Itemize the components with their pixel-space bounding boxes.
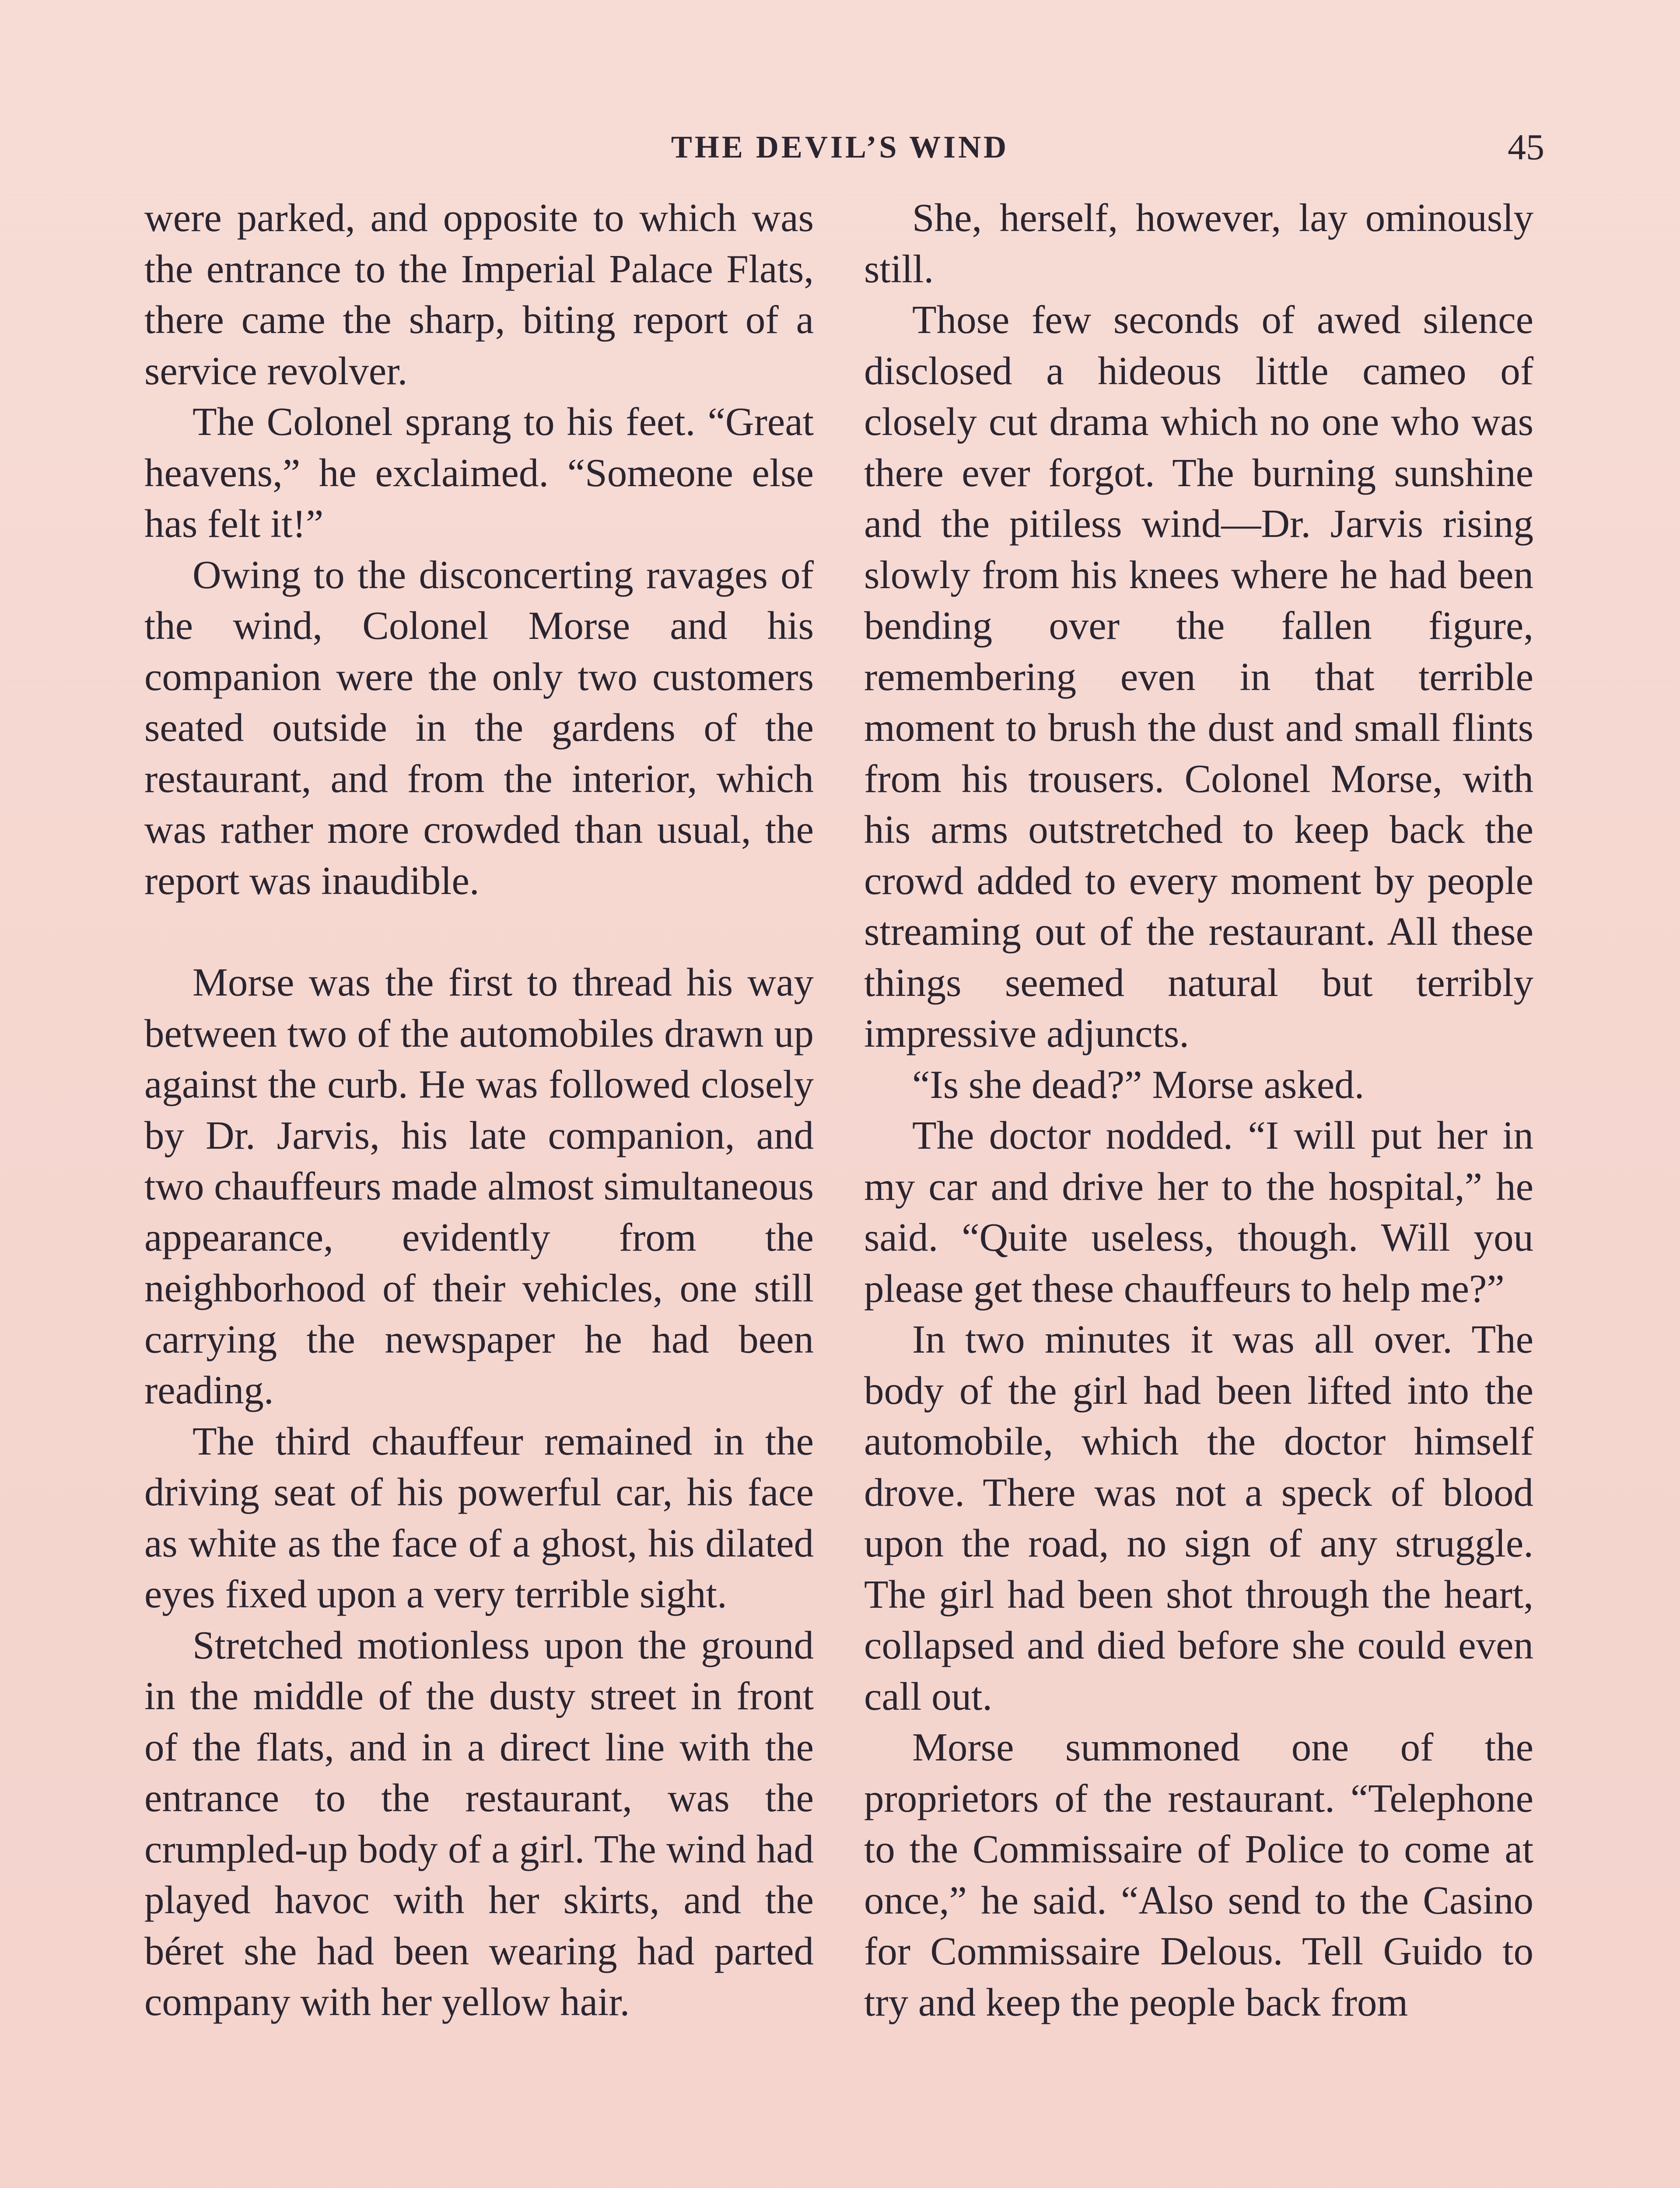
paragraph: Morse was the first to thread his way between two of the automobiles drawn up against the curb. He was followed closely by Dr. Jarvis, his late companion, and two chauffeurs made almost simultaneous appearance, evidently from the neighborhood of their vehicles, one still carrying the newspaper he had been reading.: [144, 960, 814, 1412]
paragraph: “Is she dead?” Morse asked.: [912, 1062, 1365, 1107]
paragraph: Morse summoned one of the proprietors of the restaurant. “Telephone to the Commissaire of Police to come at once,” he said. “Also send to the Casino for Commissaire Delous. Tell Guido to try and keep the people back from: [864, 1725, 1533, 2024]
paragraph: The Colonel sprang to his feet. “Great heavens,” he exclaimed. “Someone else has felt it!”: [144, 400, 814, 546]
running-title: THE DEVIL’S WIND: [671, 130, 1009, 165]
paragraph: Those few seconds of awed silence disclosed a hideous little cameo of closely cut drama which no one who was there ever forgot. The burning sunshine and the pitiless wind—Dr. Jarvis rising slowly from his knees where he had been bending over the fallen figure, remembering even in that terrible moment to brush the dust and small flints from his trousers. Colonel Morse, with his arms outstretched to keep back the crowd added to every moment by people streaming out of the restaurant. All these things seemed natural but terribly impressive adjuncts.: [864, 298, 1533, 1055]
left-text-column: [144, 193, 814, 2188]
page-number: 45: [1508, 127, 1544, 168]
paragraph: were parked, and opposite to which was the entrance to the Imperial Palace Flats, there came the sharp, biting report of a service revolver.: [144, 196, 814, 393]
right-text-column: [864, 193, 1533, 2188]
paragraph: The doctor nodded. “I will put her in my car and drive her to the hospital,” he said. “Quite useless, though. Will you please get these chauffeurs to help me?”: [864, 1113, 1533, 1311]
paragraph: Owing to the disconcerting ravages of the wind, Colonel Morse and his companion were the only two customers seated outside in the gardens of the restaurant, and from the interior, which was rather more crowded than usual, the report was inaudible.: [144, 552, 814, 903]
paragraph: She, herself, however, lay ominously still.: [864, 196, 1533, 291]
paragraph: In two minutes it was all over. The body of the girl had been lifted into the automobile, which the doctor himself drove. There was not a speck of blood upon the road, no sign of any struggle. The girl had been shot through the heart, collapsed and died before she could even call out.: [864, 1317, 1533, 1718]
paragraph: Stretched motionless upon the ground in the middle of the dusty street in front of the flats, and in a direct line with the entrance to the restaurant, was the crumpled-up body of a girl. The wind had played havoc with her skirts, and the béret she had been wearing had parted company with her yellow hair.: [144, 1623, 814, 2024]
paragraph: The third chauffeur remained in the driving seat of his powerful car, his face as white as the face of a ghost, his dilated eyes fixed upon a very terrible sight.: [144, 1419, 814, 1616]
